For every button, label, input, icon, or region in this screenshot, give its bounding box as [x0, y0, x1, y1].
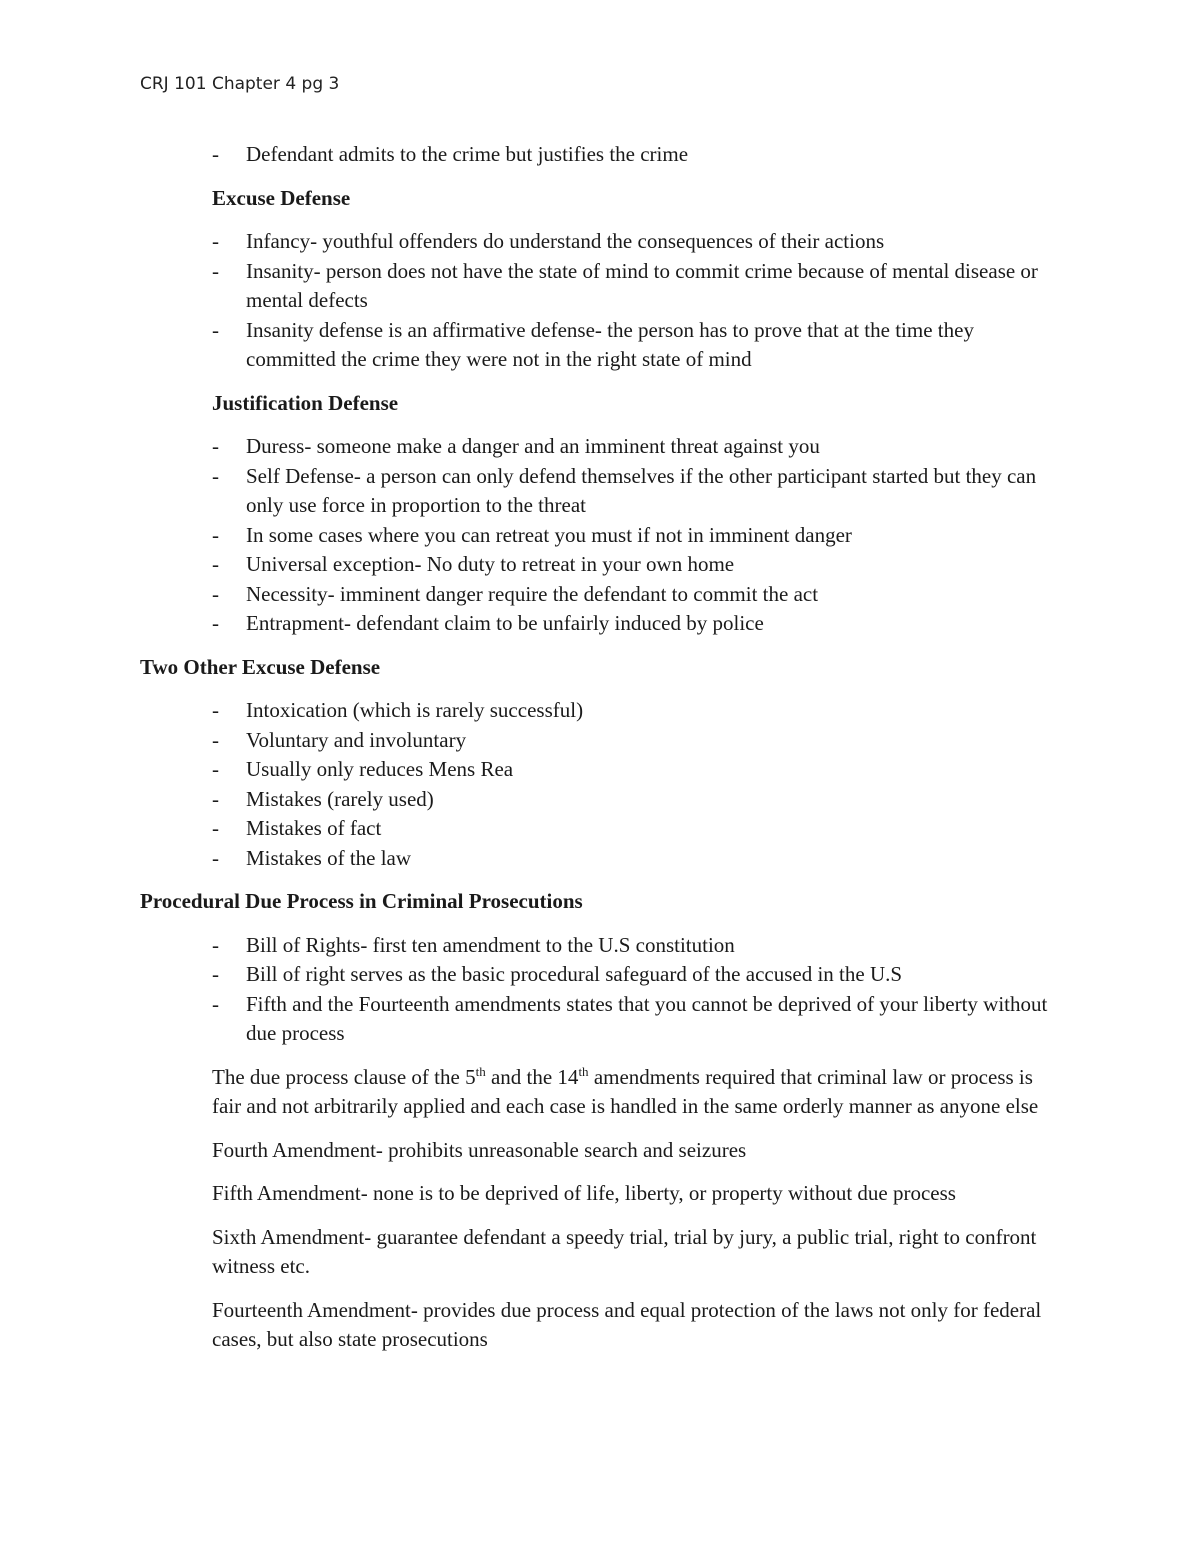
bullet-dash: - — [212, 962, 219, 986]
bullet-dash: - — [212, 727, 219, 752]
justification-defense-list — [0, 432, 1200, 639]
list-item: - Entrapment- defendant claim to be unfairly induced by police — [0, 609, 1200, 639]
bullet-dash: - — [212, 142, 219, 166]
bullet-dash: - — [212, 786, 219, 811]
list-item: - Bill of Rights- first ten amendment to the U.S constitution — [0, 931, 1200, 961]
list-item: - Voluntary and involuntary — [0, 726, 1200, 756]
fourteenth-amendment-paragraph: Fourteenth Amendment- provides due process and equal protection of the laws not only for federal cases, but also state prosecutions — [212, 1297, 1042, 1351]
list-item: - Duress- someone make a danger and an imminent threat against you — [0, 432, 1200, 462]
sixth-amendment-paragraph: Sixth Amendment- guarantee defendant a speedy trial, trial by jury, a public trial, right to confront witness etc. — [212, 1224, 1037, 1278]
bullet-dash: - — [212, 258, 219, 283]
list-item: - Intoxication (which is rarely successful) — [0, 696, 1200, 726]
document-body — [0, 140, 1200, 1369]
list-item: - Usually only reduces Mens Rea — [0, 755, 1200, 785]
bullet-dash: - — [212, 552, 219, 576]
bullet-dash: - — [212, 991, 219, 1016]
bullet-dash: - — [212, 698, 219, 722]
list-item: - Fifth and the Fourteenth amendments states that you cannot be deprived of your liberty without due process — [212, 991, 1048, 1045]
bullet-dash: - — [212, 611, 219, 635]
bullet-dash: - — [212, 229, 219, 253]
list-item: - Defendant admits to the crime but justifies the crime — [0, 140, 1200, 170]
procedural-due-process-heading: Procedural Due Process in Criminal Prosecutions — [140, 889, 583, 913]
bullet-dash: - — [212, 932, 219, 957]
due-process-paragraph: The due process clause of the 5th and the 14th amendments required that criminal law or process is fair and not arbitrarily applied and each case is handled in the same orderly manner as anyone else — [212, 1063, 1039, 1118]
list-item: - Universal exception- No duty to retreat in your own home — [0, 550, 1200, 580]
excuse-defense-heading: Excuse Defense — [212, 185, 351, 210]
bullet-dash: - — [212, 463, 219, 488]
intro-list — [0, 140, 1200, 170]
bullet-dash: - — [212, 816, 219, 840]
excuse-defense-list — [0, 227, 1200, 375]
bullet-dash: - — [212, 845, 219, 870]
list-item: - Bill of right serves as the basic procedural safeguard of the accused in the U.S — [0, 960, 1200, 990]
bullet-dash: - — [212, 434, 219, 458]
other-excuse-list — [0, 696, 1200, 873]
fifth-amendment-paragraph: Fifth Amendment- none is to be deprived of life, liberty, or property without due process — [212, 1181, 956, 1205]
list-item: - Insanity- person does not have the state of mind to commit crime because of mental disease or mental defects — [212, 258, 1038, 312]
list-item: - Mistakes (rarely used) — [0, 785, 1200, 815]
list-item: - Mistakes of fact — [0, 814, 1200, 844]
list-item: - In some cases where you can retreat you must if not in imminent danger — [0, 521, 1200, 551]
list-item: - Insanity defense is an affirmative defense- the person has to prove that at the time they committed the crime they were not in the right state of mind — [212, 317, 974, 371]
bullet-dash: - — [212, 757, 219, 781]
bullet-dash: - — [212, 522, 219, 547]
bullet-dash: - — [212, 317, 219, 342]
justification-defense-heading: Justification Defense — [212, 390, 399, 415]
list-item: - Necessity- imminent danger require the defendant to commit the act — [0, 580, 1200, 610]
procedural-list — [0, 931, 1200, 1049]
two-other-excuse-defense-heading: Two Other Excuse Defense — [140, 654, 381, 679]
bullet-dash: - — [212, 581, 219, 606]
fourth-amendment-paragraph: Fourth Amendment- prohibits unreasonable search and seizures — [212, 1137, 747, 1162]
list-item: - Infancy- youthful offenders do understand the consequences of their actions — [0, 227, 1200, 257]
page-header: CRJ 101 Chapter 4 pg 3 — [140, 74, 340, 94]
list-item: - Self Defense- a person can only defend themselves if the other participant started but they can only use force in proportion to the threat — [212, 463, 1037, 517]
list-item: - Mistakes of the law — [0, 844, 1200, 874]
